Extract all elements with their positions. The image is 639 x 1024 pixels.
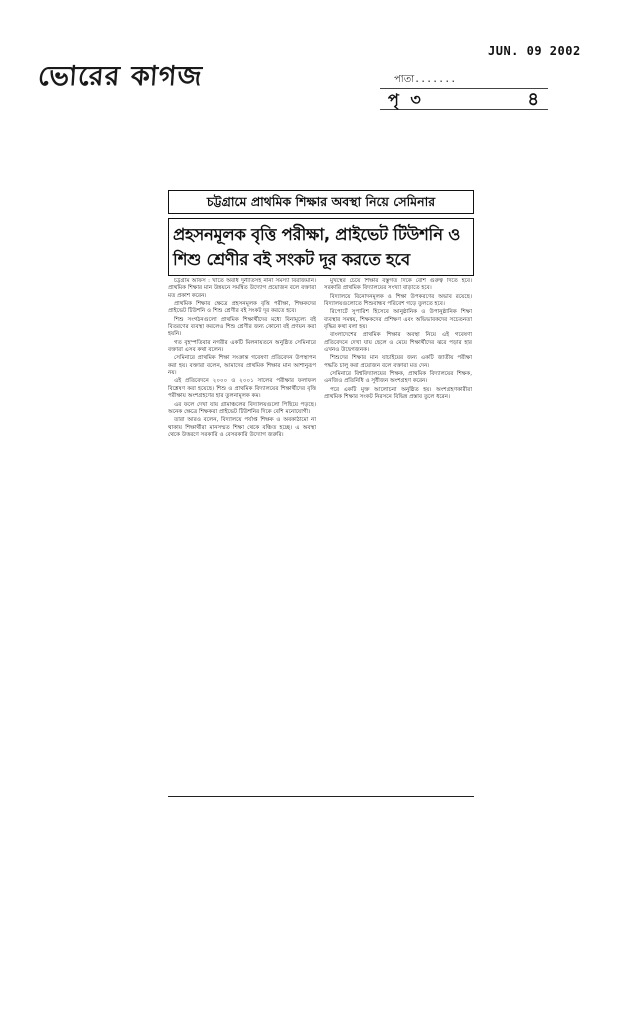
- page-stamp-line: পাতা.......: [394, 74, 457, 85]
- page-number-right: ৪: [527, 89, 542, 110]
- newspaper-masthead: ভোরের কাগজ: [37, 61, 204, 92]
- paragraph: বিদ্যালয়ে বিনোদনমূলক ও শিক্ষা উপকরণের অভাব রয়েছে। বিদ্যালয়গুলোতে শিশুবান্ধব পরিবেশ গড়ে তুলতে হবে।: [324, 293, 472, 308]
- article-kicker: চট্টগ্রামে প্রাথমিক শিক্ষার অবস্থা নিয়ে সেমিনার: [168, 190, 474, 214]
- date-stamp: JUN. 09 2002: [488, 44, 581, 58]
- article-column-right: [324, 278, 472, 798]
- paragraph: শিশুদের শিক্ষার মান যাচাইয়ের জন্য একটি জাতীয় পরীক্ষা পদ্ধতি চালু করা প্রয়োজন বলে বক্তারা মত দেন।: [324, 355, 472, 369]
- paragraph: তারা আরও বলেন, বিদ্যালয়ে পর্যাপ্ত শিক্ষক ও অবকাঠামো না থাকায় শিক্ষার্থীরা মানসম্মত শিক্ষা থেকে বঞ্চিত হচ্ছে। এ অবস্থা থেকে উত্তরণে সরকারি ও বেসরকারি উদ্যোগ জরুরি।: [168, 417, 316, 438]
- page-number-stamp: [380, 88, 548, 110]
- paragraph: এর ফলে দেখা যায় গ্রামাঞ্চলের বিদ্যালয়গুলো পিছিয়ে পড়ছে। অনেক ক্ষেত্রে শিক্ষকরা প্রাইভেট টিউশনির দিকে বেশি মনোযোগী।: [168, 401, 316, 415]
- clipping-bottom-rule: [168, 796, 474, 797]
- paragraph: সেমিনারে বিশ্ববিদ্যালয়ের শিক্ষক, প্রাথমিক বিদ্যালয়ের শিক্ষক, এনজিও প্রতিনিধি ও সুধীজন অংশগ্রহণ করেন।: [324, 371, 472, 385]
- paragraph: সেমিনারে প্রাথমিক শিক্ষা সংক্রান্ত গবেষণা প্রতিবেদন উপস্থাপন করা হয়। বক্তারা বলেন, আমাদের প্রাথমিক শিক্ষার মান আশানুরূপ নয়।: [168, 355, 316, 377]
- paragraph: চট্টগ্রাম অফিস : খাতে অবাধ দুর্নীতিসহ নানা সমস্যা বিরাজমান। প্রাথমিক শিক্ষার মান উন্নয়নে সমন্বিত উদ্যোগ প্রয়োজন বলে বক্তারা মত প্রকাশ করেন।: [168, 278, 316, 299]
- paragraph: বাংলাদেশের প্রাথমিক শিক্ষার অবস্থা নিয়ে এই গবেষণা প্রতিবেদনে দেখা যায় ছেলে ও মেয়ে শিক্ষার্থীদের ঝরে পড়ার হার এখনও উদ্বেগজনক।: [324, 332, 472, 354]
- news-clipping: [168, 190, 474, 800]
- paragraph: প্রাথমিক শিক্ষার ক্ষেত্রে প্রহসনমূলক বৃত্তি পরীক্ষা, শিক্ষকদের প্রাইভেট টিউশনি ও শিশু শ্রেণীর বই সংকট দূর করতে হবে।: [168, 301, 316, 315]
- article-column-left: [168, 278, 316, 798]
- page-number-left: পৃ ৩: [388, 90, 424, 109]
- paragraph: শিশু সংগঠনগুলো প্রাথমিক শিক্ষার্থীদের মধ্যে বিনামূল্যে বই বিতরণের ব্যবস্থা করলেও শিশু শ্রেণীর জন্য কোনো বই প্রণয়ন করা হয়নি।: [168, 316, 316, 338]
- paragraph: রিপোর্টে সুপারিশ হিসেবে আনুষ্ঠানিক ও উপানুষ্ঠানিক শিক্ষা ব্যবস্থার সমন্বয়, শিক্ষকদের প্রশিক্ষণ এবং অভিভাবকদের সচেতনতা বৃদ্ধির কথা বলা হয়।: [324, 309, 472, 331]
- paragraph: গত বৃহস্পতিবার নগরীর একটি মিলনায়তনে অনুষ্ঠিত সেমিনারে বক্তারা এসব কথা বলেন।: [168, 339, 316, 354]
- paragraph: পরে একটি মুক্ত আলোচনা অনুষ্ঠিত হয়। অংশগ্রহণকারীরা প্রাথমিক শিক্ষার সংকট নিরসনে বিভিন্ন প্রস্তাব তুলে ধরেন।: [324, 386, 472, 401]
- paragraph: মুখস্থের চেয়ে শিক্ষার বস্তুগত দিকে বেশি গুরুত্ব দিতে হবে। সরকারি প্রাথমিক বিদ্যালয়ের সংখ্যা বাড়াতে হবে।: [324, 278, 472, 292]
- paragraph: এই প্রতিবেদনে ২০০০ ও ২০০১ সালের পরীক্ষার ফলাফল বিশ্লেষণ করা হয়েছে। শিশু ও প্রাথমিক বিদ্যালয়ের শিক্ষার্থীদের বৃত্তি পরীক্ষায় অংশগ্রহণের হার তুলনামূলক কম।: [168, 378, 316, 400]
- article-headline: প্রহসনমূলক বৃত্তি পরীক্ষা, প্রাইভেট টিউশনি ও শিশু শ্রেণীর বই সংকট দূর করতে হবে: [168, 218, 474, 276]
